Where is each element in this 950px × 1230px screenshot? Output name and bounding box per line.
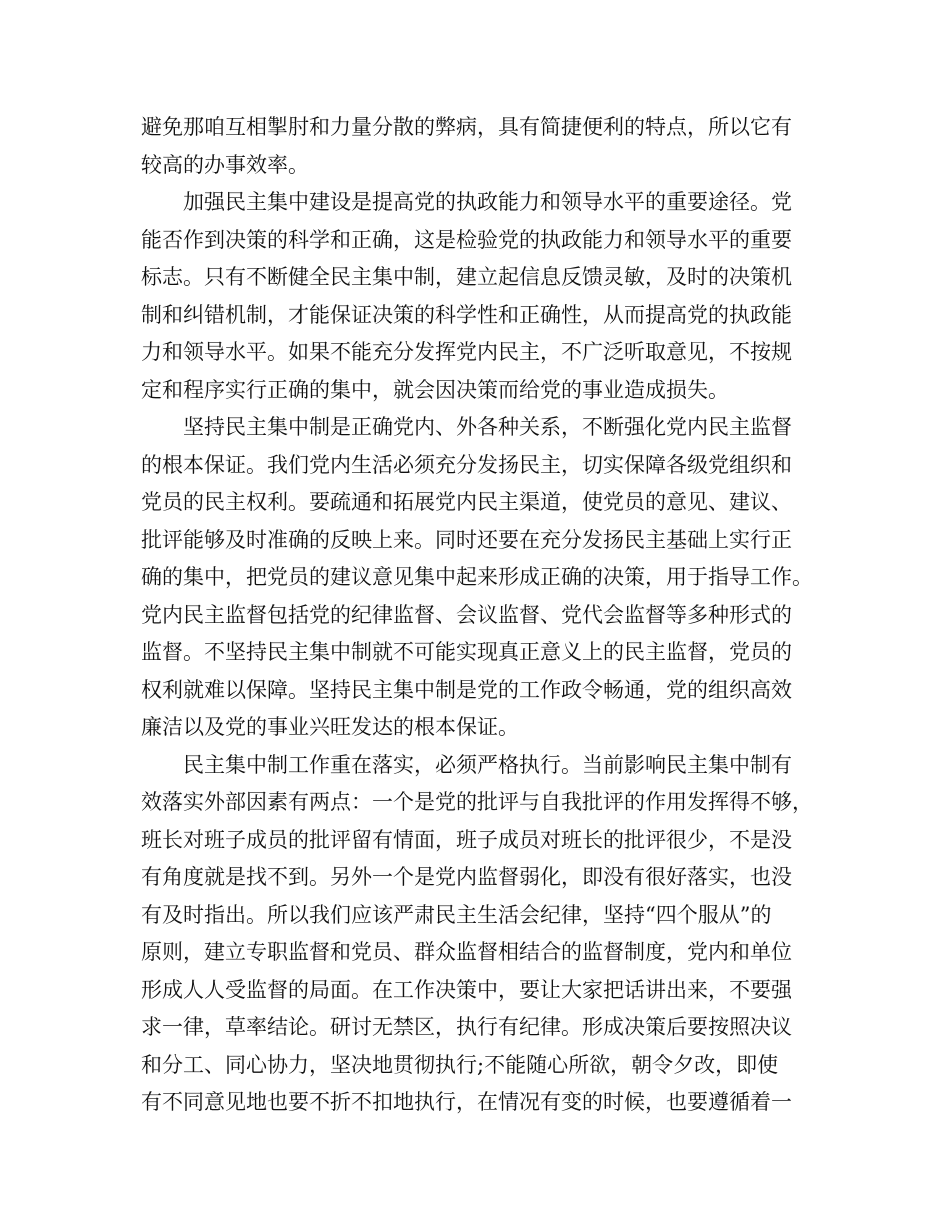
paragraph-start-line: 加强民主集中建设是提高党的执政能力和领导水平的重要途径。党 xyxy=(183,190,792,214)
text-line: 党员的民主权利。要疏通和拓展党内民主渠道，使党员的意见、建议、 xyxy=(141,490,792,514)
text-line: 效落实外部因素有两点：一个是党的批评与自我批评的作用发挥得不够， xyxy=(141,790,813,814)
paragraph-start-line: 民主集中制工作重在落实，必须严格执行。当前影响民主集中制有 xyxy=(183,752,792,777)
text-line: 和分工、同心协力，坚决地贯彻执行;不能随心所欲，朝令夕改，即使 xyxy=(141,1052,779,1077)
text-line: 标志。只有不断健全民主集中制，建立起信息反馈灵敏，及时的决策机 xyxy=(141,265,792,289)
text-line: 原则，建立专职监督和党员、群众监督相结合的监督制度，党内和单位 xyxy=(141,940,792,964)
text-line: 避免那咱互相掣肘和力量分散的弊病，具有简捷便利的特点，所以它有 xyxy=(141,115,792,139)
paragraph-start-line: 坚持民主集中制是正确党内、外各种关系，不断强化党内民主监督 xyxy=(183,415,792,439)
text-line: 党内民主监督包括党的纪律监督、会议监督、党代会监督等多种形式的 xyxy=(141,602,792,627)
text-line: 求一律，草率结论。研讨无禁区，执行有纪律。形成决策后要按照决议 xyxy=(141,1015,792,1039)
text-line: 力和领导水平。如果不能充分发挥党内民主，不广泛听取意见，不按规 xyxy=(141,340,792,364)
text-line: 批评能够及时准确的反映上来。同时还要在充分发扬民主基础上实行正 xyxy=(141,527,792,552)
text-line: 形成人人受监督的局面。在工作决策中，要让大家把话讲出来，不要强 xyxy=(141,977,792,1002)
text-line: 权利就难以保障。坚持民主集中制是党的工作政令畅通，党的组织高效 xyxy=(141,677,792,702)
text-line: 较高的办事效率。 xyxy=(141,152,309,177)
text-line: 确的集中，把党员的建议意见集中起来形成正确的决策，用于指导工作。 xyxy=(141,565,813,589)
text-line: 有角度就是找不到。另外一个是党内监督弱化，即没有很好落实，也没 xyxy=(141,865,792,889)
text-line: 的根本保证。我们党内生活必须充分发扬民主，切实保障各级党组织和 xyxy=(141,452,792,477)
text-line: 能否作到决策的科学和正确，这是检验党的执政能力和领导水平的重要 xyxy=(141,227,792,252)
text-line: 制和纠错机制，才能保证决策的科学性和正确性，从而提高党的执政能 xyxy=(141,302,792,327)
text-line: 廉洁以及党的事业兴旺发达的根本保证。 xyxy=(141,715,519,739)
text-line: 定和程序实行正确的集中，就会因决策而给党的事业造成损失。 xyxy=(141,377,729,402)
text-line: 有及时指出。所以我们应该严肃民主生活会纪律，坚持“四个服从”的 xyxy=(141,902,772,927)
text-line: 有不同意见地也要不折不扣地执行，在情况有变的时候，也要遵循着一 xyxy=(141,1090,792,1114)
document-body xyxy=(141,109,821,1122)
text-line: 班长对班子成员的批评留有情面，班子成员对班长的批评很少，不是没 xyxy=(141,827,792,852)
text-line: 监督。不坚持民主集中制就不可能实现真正意义上的民主监督，党员的 xyxy=(141,640,792,664)
